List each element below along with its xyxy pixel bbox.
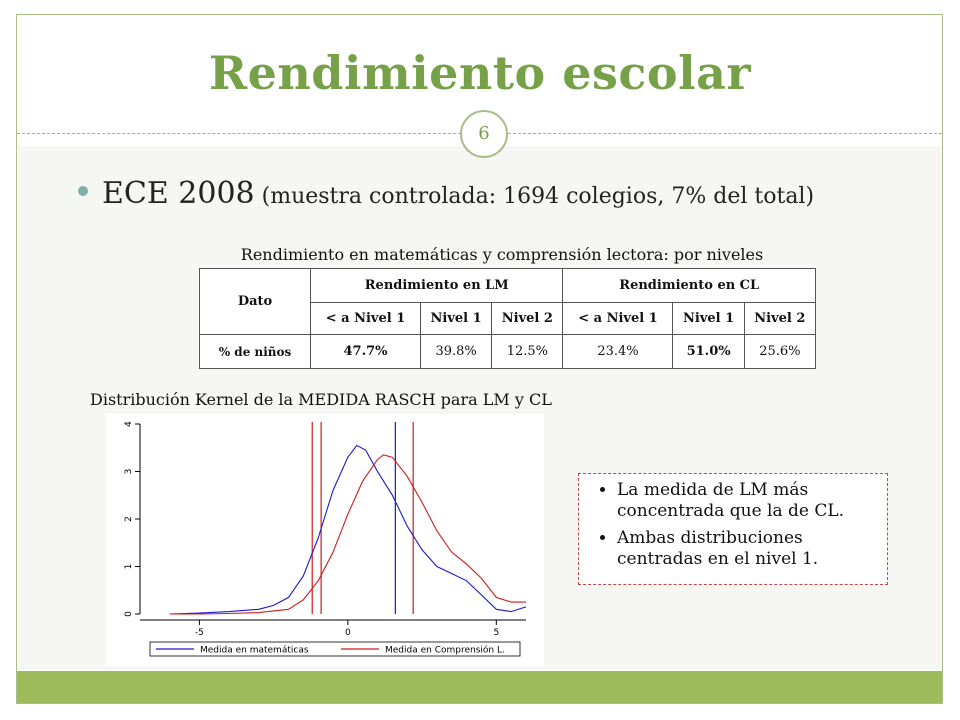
legend-label: Medida en Comprensión L.: [385, 645, 505, 656]
x-tick-label: 0: [344, 628, 351, 638]
header-dato: Dato: [200, 269, 311, 335]
y-tick-label: 4: [124, 421, 134, 427]
table-caption: Rendimiento en matemáticas y comprensión lectora: por niveles: [240, 245, 764, 264]
value-cell: 23.4%: [563, 335, 673, 369]
x-tick-label: -5: [194, 628, 204, 638]
y-tick-label: 2: [124, 516, 134, 522]
notes-box: [578, 473, 888, 585]
header-level: Nivel 1: [421, 303, 492, 335]
series-line-lm: [170, 445, 526, 614]
row-label: % de niños: [200, 335, 311, 369]
value-cell: 47.7%: [311, 335, 421, 369]
series-line-cl: [170, 455, 526, 614]
slide-title: Rendimiento escolar: [208, 46, 752, 100]
y-tick-label: 1: [124, 563, 134, 570]
y-tick-label: 0: [124, 611, 134, 617]
value-cell: 51.0%: [673, 335, 744, 369]
value-cell: 12.5%: [492, 335, 563, 369]
bullet-main-text: ECE 2008: [102, 176, 255, 211]
kernel-density-chart: [106, 414, 544, 666]
header-level: < a Nivel 1: [311, 303, 421, 335]
notes-list: [599, 480, 877, 570]
bullet-sub-text: (muestra controlada: 1694 colegios, 7% del total): [254, 184, 815, 209]
y-tick-label: 3: [124, 468, 134, 475]
header-level: < a Nivel 1: [563, 303, 673, 335]
page-number-badge: 6: [460, 110, 508, 158]
chart-svg: [106, 414, 544, 666]
x-tick-label: 5: [493, 628, 500, 638]
header-level: Nivel 2: [492, 303, 563, 335]
note-item: • Ambas distribuciones centradas en el nivel 1.: [617, 528, 877, 570]
header-level: Nivel 2: [744, 303, 815, 335]
header-level: Nivel 1: [673, 303, 744, 335]
value-cell: 25.6%: [744, 335, 815, 369]
header-group-lm: Rendimiento en LM: [311, 269, 563, 303]
levels-table: [199, 268, 816, 369]
bullet-ece-2008: [78, 176, 814, 211]
note-item: • La medida de LM más concentrada que la de CL.: [617, 480, 877, 522]
chart-caption: Distribución Kernel de la MEDIDA RASCH para LM y CL: [90, 390, 552, 409]
footer-bar: [17, 671, 942, 703]
legend-label: Medida en matemáticas: [200, 645, 309, 656]
value-cell: 39.8%: [421, 335, 492, 369]
bullet-dot-icon: [78, 186, 88, 196]
header-group-cl: Rendimiento en CL: [563, 269, 816, 303]
